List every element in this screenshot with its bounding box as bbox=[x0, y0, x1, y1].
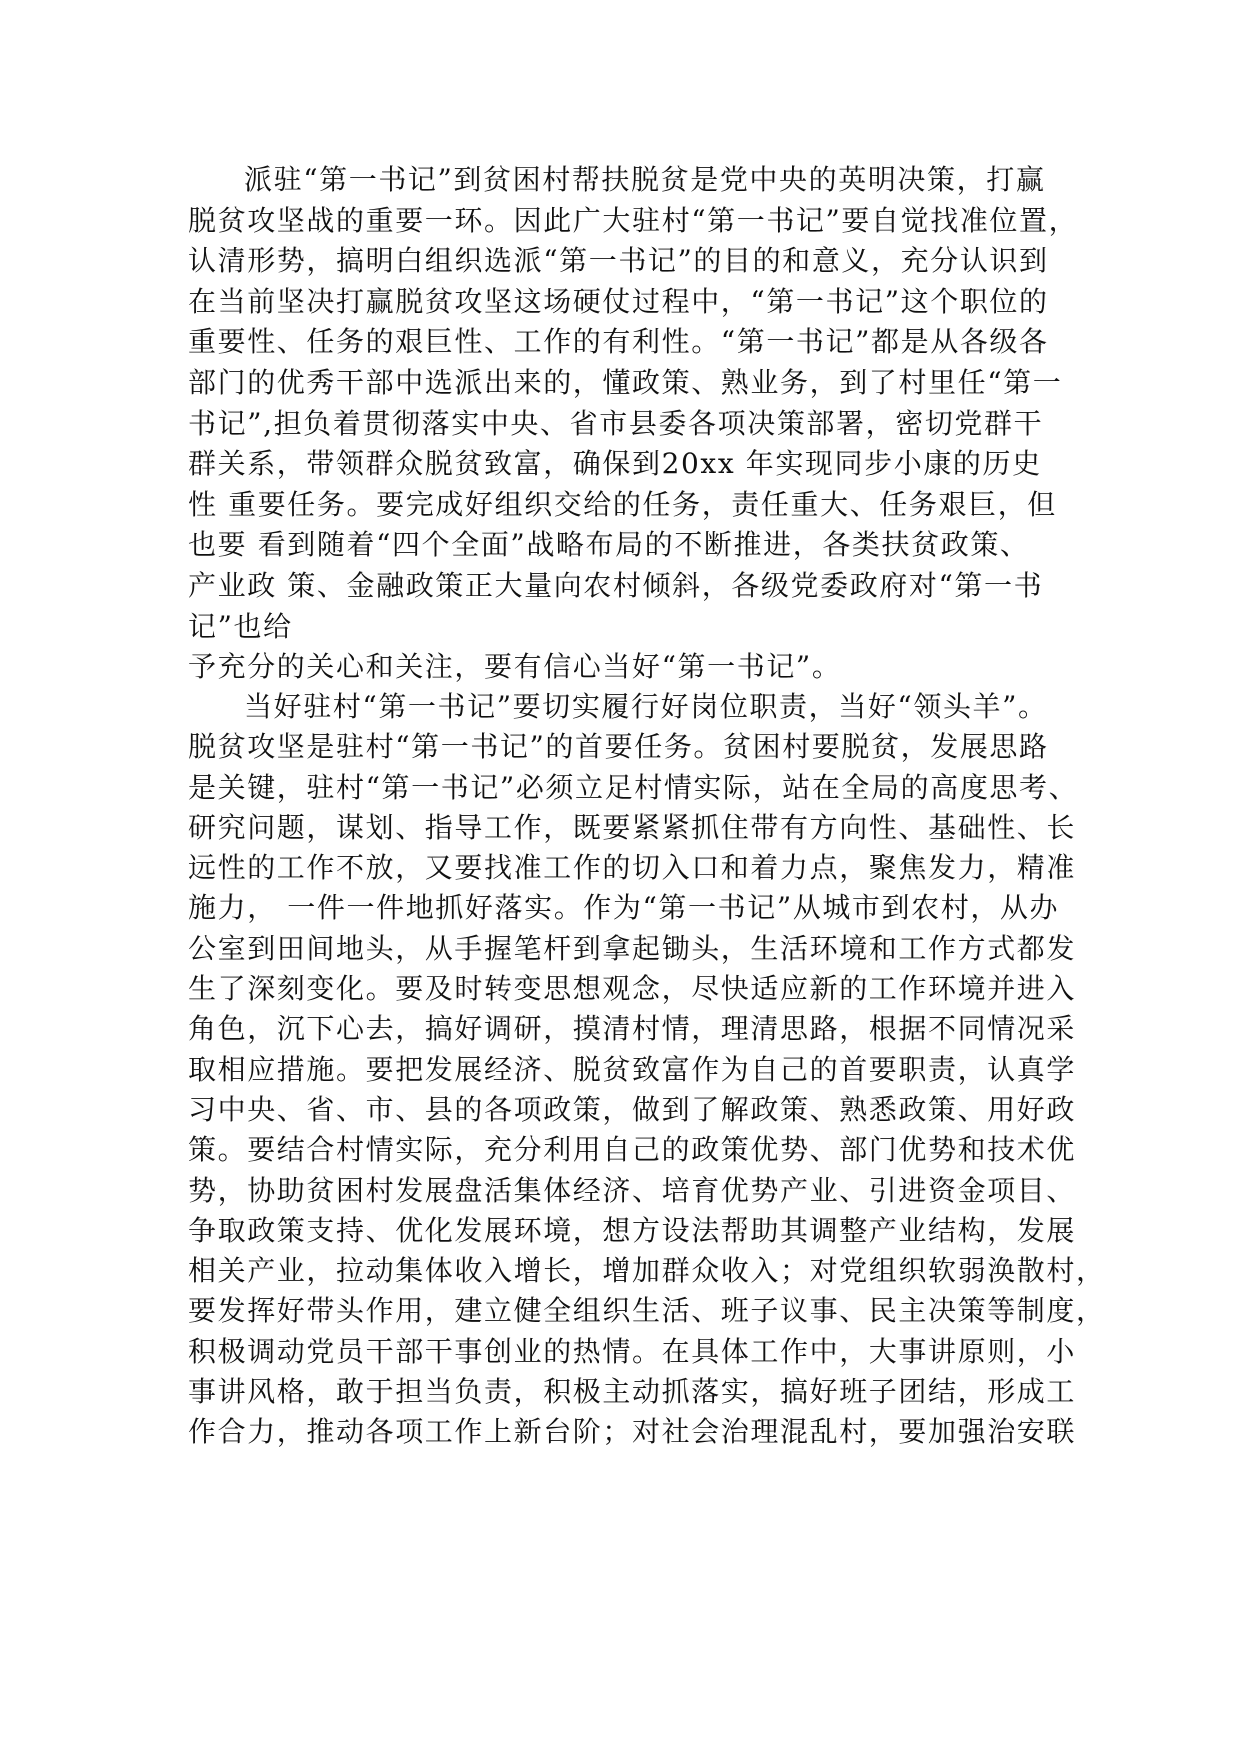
text-line: 也要 看到随着“四个全面”战略布局的不断推进，各类扶贫政策、 bbox=[188, 528, 1030, 562]
text-line: 部门的优秀干部中选派出来的，懂政策、熟业务，到了村里任“第一 bbox=[188, 365, 1063, 399]
text-line: 产业政 策、金融政策正大量向农村倾斜，各级党委政府对“第一书 bbox=[188, 568, 1044, 602]
text-line: 派驻“第一书记”到贫困村帮扶脱贫是党中央的英明决策，打赢 bbox=[244, 163, 1046, 196]
text-line: 予充分的关心和关注，要有信心当好“第一书记”。 bbox=[188, 650, 842, 684]
text-line: 取相应措施。要把发展经济、脱贫致富作为自己的首要职责，认真学 bbox=[188, 1052, 1077, 1086]
text-line: 积极调动党员干部干事创业的热情。在具体工作中，大事讲原则，小 bbox=[188, 1334, 1077, 1368]
text-line: 性 重要任务。要完成好组织交给的任务，责任重大、任务艰巨，但 bbox=[188, 487, 1057, 521]
text-line: 群关系，带领群众脱贫致富，确保到20xx 年实现同步小康的历史 bbox=[188, 447, 1042, 481]
text-line: 书记”,担负着贯彻落实中央、省市县委各项决策部署，密切党群干 bbox=[188, 406, 1044, 440]
text-line: 生了深刻变化。要及时转变思想观念，尽快适应新的工作环境并进入 bbox=[188, 972, 1077, 1006]
text-line: 记”也给 bbox=[188, 609, 293, 643]
text-line: 要发挥好带头作用，建立健全组织生活、班子议事、民主决策等制度， bbox=[188, 1294, 1106, 1328]
text-line: 研究问题，谋划、指导工作，既要紧紧抓住带有方向性、基础性、长 bbox=[188, 810, 1077, 844]
text-line: 事讲风格，敢于担当负责，积极主动抓落实，搞好班子团结，形成工 bbox=[188, 1375, 1077, 1409]
text-line: 远性的工作不放，又要找准工作的切入口和着力点，聚焦发力，精准 bbox=[188, 851, 1077, 885]
text-line: 是关键，驻村“第一书记”必须立足村情实际，站在全局的高度思考、 bbox=[188, 770, 1079, 804]
text-line: 重要性、任务的艰巨性、工作的有利性。“第一书记”都是从各级各 bbox=[188, 325, 1049, 359]
paragraph-1 bbox=[188, 160, 1079, 687]
text-line: 策。要结合村情实际，充分利用自己的政策优势、部门优势和技术优 bbox=[188, 1133, 1077, 1167]
text-line: 公室到田间地头，从手握笔杆到拿起锄头，生活环境和工作方式都发 bbox=[188, 931, 1077, 965]
text-line: 争取政策支持、优化发展环境，想方设法帮助其调整产业结构，发展 bbox=[188, 1213, 1077, 1247]
text-line: 认清形势，搞明白组织选派“第一书记”的目的和意义，充分认识到 bbox=[188, 244, 1049, 278]
text-line: 当好驻村“第一书记”要切实履行好岗位职责，当好“领头羊”。 bbox=[244, 690, 1048, 723]
text-line: 势，协助贫困村发展盘活集体经济、培育优势产业、引进资金项目、 bbox=[188, 1173, 1077, 1207]
text-line: 角色，沉下心去，搞好调研，摸清村情，理清思路，根据不同情况采 bbox=[188, 1012, 1077, 1046]
text-line: 施力， 一件一件地抓好落实。作为“第一书记”从城市到农村，从办 bbox=[188, 891, 1060, 925]
text-line: 在当前坚决打赢脱贫攻坚这场硬仗过程中，“第一书记”这个职位的 bbox=[188, 284, 1049, 318]
paragraph-2 bbox=[188, 687, 1106, 1453]
text-line: 脱贫攻坚战的重要一环。因此广大驻村“第一书记”要自觉找准位置， bbox=[188, 203, 1079, 237]
text-line: 作合力，推动各项工作上新台阶；对社会治理混乱村，要加强治安联 bbox=[188, 1415, 1077, 1449]
text-line: 习中央、省、市、县的各项政策，做到了解政策、熟悉政策、用好政 bbox=[188, 1092, 1077, 1126]
text-line: 相关产业，拉动集体收入增长，增加群众收入；对党组织软弱涣散村， bbox=[188, 1254, 1106, 1288]
text-line: 脱贫攻坚是驻村“第一书记”的首要任务。贫困村要脱贫，发展思路 bbox=[188, 730, 1049, 764]
